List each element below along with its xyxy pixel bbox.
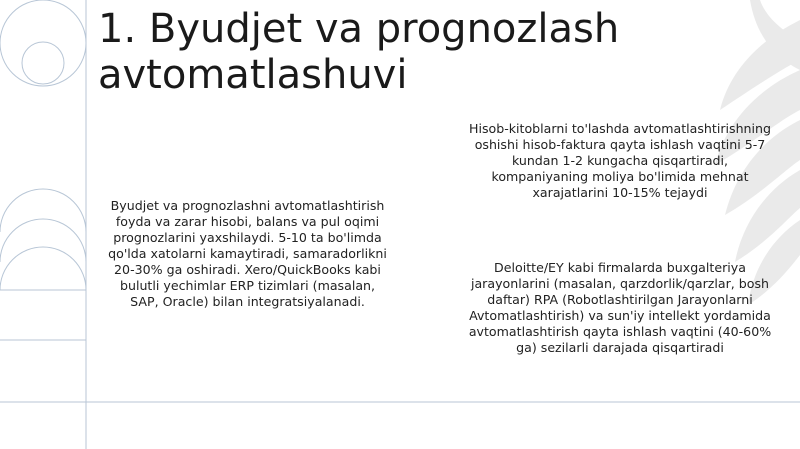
right-paragraph-bottom: Deloitte/EY kabi firmalarda buxgalteriya jarayonlarini (masalan, qarzdorlik/qarzlar, bosh daftar) RPA (Robotlashtirilgan Jarayonlarni Avtomatlashtirish) va sun'iy intellekt yordamida avtomatlashtirish qayta ishlash vaqtini (40-60% ga) sezilarli darajada qisqartiradi — [468, 260, 772, 355]
arc-bottom — [0, 247, 86, 290]
arc-middle — [0, 219, 86, 262]
right-paragraph-top: Hisob-kitoblarni to'lashda avtomatlashtirishning oshishi hisob-faktura qayta ishlash vaqtini 5-7 kundan 1-2 kungacha qisqartiradi, kompaniyaning moliya bo'limida mehnat xarajatlarini 10-15% tejaydi — [468, 121, 772, 200]
slide-title: 1. Byudjet va prognozlash avtomatlashuvi — [98, 6, 620, 98]
left-paragraph: Byudjet va prognozlashni avtomatlashtirish foyda va zarar hisobi, balans va pul oqimi prognozlarini yaxshilaydi. 5-10 ta bo'limda qo'lda xatolarni kamaytiradi, samaradorlikni 20-30% ga oshiradi. Xero/QuickBooks kabi bulutli yechimlar ERP tizimlari (masalan, SAP, Oracle) bilan integratsiyalanadi. — [108, 198, 387, 309]
outer-circle — [0, 0, 86, 86]
inner-circle — [22, 42, 64, 84]
arc-top — [0, 189, 86, 232]
